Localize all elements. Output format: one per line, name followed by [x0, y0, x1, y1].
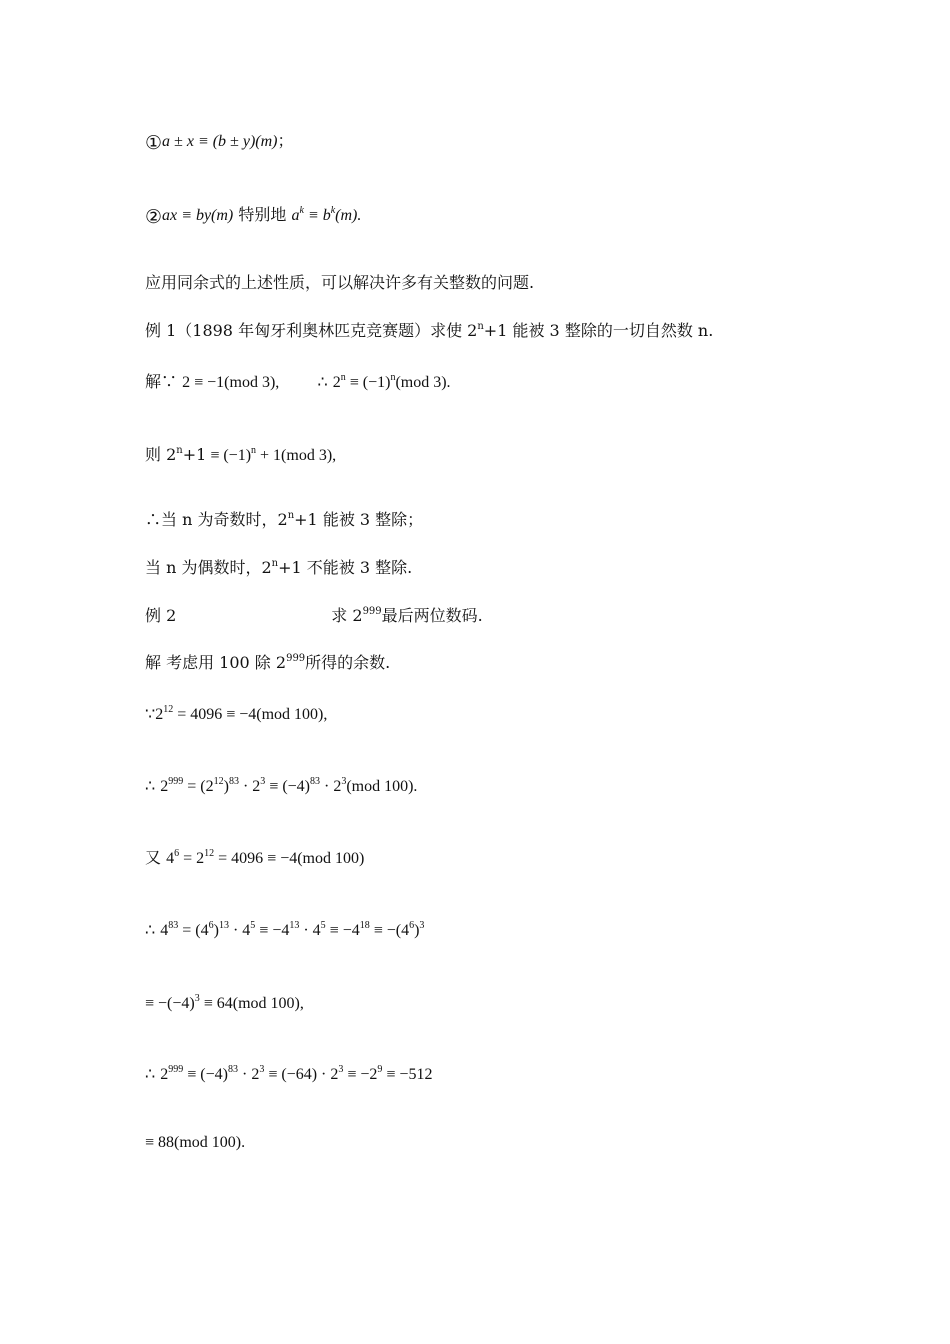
therefore-symbol: ∴ [145, 1064, 156, 1083]
property-2-formula: ax ≡ by(m) [162, 207, 234, 224]
example-2-statement: 例 2 求 $2^{999}$最后两位数码. [145, 606, 483, 625]
example-2-step-1: $\because 2^{12} = 4096 \equiv -4(mod$ 100), [145, 704, 328, 723]
example-2-label: 例 2 [145, 606, 177, 625]
example-2-step-5: ≡ $-(-4)^3 \equiv 64(mod$ 100), [145, 993, 304, 1012]
property-1-end: ； [277, 131, 294, 150]
application-sentence: 应用同余式的上述性质，可以解决许多有关整数的问题. [145, 273, 535, 292]
example-2-step-6: ∴ $2^{999} \equiv (-4)^{83} \cdot 2^3 \equiv (-64) \cdot 2^3 \equiv -2^9 \equiv -512$ [145, 1064, 433, 1083]
example-2-step-2: ∴ $2^{999} = (2^{12})^{83} \cdot 2^3 \equiv (-4)^{83} \cdot 2^3(mod$ 100). [145, 776, 418, 795]
therefore-symbol: ∴ [145, 776, 156, 795]
example-1-statement: 例 1（1898 年匈牙利奥林匹克竞赛题）求使 $2^n+1$ 能被 3 整除的一切自然数 n. [145, 321, 714, 340]
property-2 [145, 204, 361, 228]
example-2-result: ≡ 88(mod 100). [145, 1134, 246, 1151]
example-1-odd-case: ∴当 n 为奇数时，$2^n+1$ 能被 3 整除； [145, 510, 424, 529]
example-2-step-4: ∴ $4^{83} = (4^6)^{13} \cdot 4^5 \equiv -4^{13} \cdot 4^5 \equiv -4^{18} \equiv -(4^6)^3$ [145, 920, 425, 939]
because-symbol: ∵ [145, 704, 156, 723]
example-2-step-3: 又 $4^6 = 2^{12} = 4096 \equiv -4(mod$ 100) [145, 848, 365, 867]
example-1-solution-start: 解∵ 2 ≡ −1(mod 3), ∴ $2^n \equiv (-1)^n(mod$ 3). [145, 372, 451, 391]
therefore-symbol: ∴ [317, 372, 328, 391]
because-symbol: ∵ [161, 372, 178, 391]
property-1-formula: a ± x ≡ (b ± y)(m) [162, 133, 278, 150]
circled-one-marker: ① [145, 132, 163, 154]
therefore-symbol: ∴ [145, 920, 156, 939]
circled-two-marker: ② [145, 206, 163, 228]
example-1-even-case: 当 n 为偶数时，$2^n+1$ 不能被 3 整除. [145, 558, 413, 577]
therefore-symbol: ∴ [145, 510, 162, 529]
example-1-then: 则 $2^n+1 \equiv (-1)^n + 1(mod$ 3), [145, 445, 337, 464]
property-2-text: 特别地 [238, 205, 287, 224]
property-1 [145, 130, 294, 154]
example-2-solution-start: 解 考虑用 100 除 $2^{999}$所得的余数. [145, 653, 391, 672]
property-2-power-formula: $a^k \equiv b^k(m)$. [291, 205, 362, 224]
